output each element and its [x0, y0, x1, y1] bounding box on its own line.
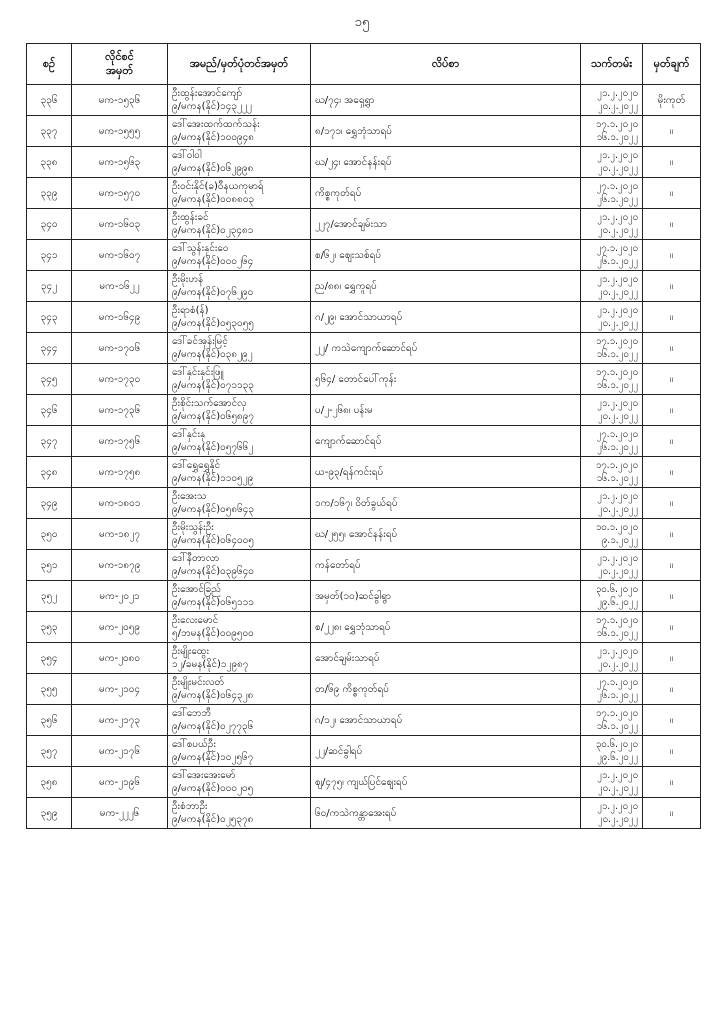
nrc-number: ၉/မကန(နိုင်)၀၅၈၆၄၃	[172, 504, 255, 515]
row-number-cell: ၃၄၂	[27, 271, 72, 302]
license-number-cell: မက-၂၁၇၃	[72, 705, 168, 736]
remark-cell: ။	[643, 581, 701, 612]
nrc-number: ၉/မကန(နိုင်)၀၇၁၁၃၃	[172, 380, 254, 391]
valid-from-date: ၁၇.၁.၂၀၂၀	[595, 119, 638, 130]
valid-to-date: ၁၆.၁.၂၀၂၂	[596, 380, 638, 391]
valid-from-date: ၁၇.၁.၂၀၂၀	[595, 708, 638, 719]
remark-cell: ။	[643, 333, 701, 364]
row-number-cell: ၃၅၇	[27, 736, 72, 767]
remark-cell: ။	[643, 550, 701, 581]
table-row	[27, 426, 701, 457]
valid-from-date: ၂၁.၂.၂၀၂၀	[597, 212, 638, 223]
row-number-cell: ၃၃၇	[27, 116, 72, 147]
address-cell: ၁က/၁၆၇၊ ဝိတ်ခွယ်ရပ်	[311, 488, 581, 519]
valid-to-date: ၂၉.၆.၂၀၂၂	[597, 597, 638, 608]
license-number-cell: မက-၁၈၇၉	[72, 550, 168, 581]
validity-cell	[581, 581, 643, 612]
row-number-cell: ၃၅၄	[27, 643, 72, 674]
address-cell: ကိစ္စကုတ်ရပ်	[311, 178, 581, 209]
remark-cell: ။	[643, 612, 701, 643]
valid-to-date: ၁၆.၁.၂၀၂၂	[596, 132, 638, 143]
header-remark: မှတ်ချက်	[643, 44, 701, 85]
person-name: ဦးလေးမောင်	[172, 615, 219, 626]
valid-from-date: ၂၁.၂.၂၀၂၀	[597, 770, 638, 781]
name-nrc-cell	[168, 674, 311, 705]
name-nrc-cell	[168, 147, 311, 178]
nrc-number: ၉/မကန(နိုင်)၀၀၀၂၆၄	[172, 256, 254, 267]
person-name: ဦးမိုးသွန်းဦး	[172, 522, 214, 533]
valid-to-date: ၂၀.၂.၂၀၂၂	[597, 101, 638, 112]
table-row	[27, 581, 701, 612]
row-number-cell: ၃၄၄	[27, 333, 72, 364]
valid-from-date: ၂၇.၁.၂၀၂၀	[596, 243, 638, 254]
row-number-cell: ၃၅၂	[27, 581, 72, 612]
address-cell: ည/၈၈၊ ရွှေကူရပ်	[311, 271, 581, 302]
table-row	[27, 705, 701, 736]
row-number-cell: ၃၅၁	[27, 550, 72, 581]
name-nrc-cell	[168, 395, 311, 426]
name-nrc-cell	[168, 178, 311, 209]
address-cell: ၂၂၇/အောင်ချမ်းသာ	[311, 209, 581, 240]
valid-to-date: ၂၀.၂.၂၀၂၂	[597, 287, 638, 298]
table-row	[27, 116, 701, 147]
valid-from-date: ၂၁.၂.၂၀၂၀	[597, 646, 638, 657]
row-number-cell: ၃၅၆	[27, 705, 72, 736]
valid-from-date: ၂၇.၁.၂၀၂၀	[596, 429, 638, 440]
license-number-cell: မက-၂၀၂၁	[72, 581, 168, 612]
name-nrc-cell	[168, 457, 311, 488]
license-number-cell: မက-၁၇၅၆	[72, 426, 168, 457]
name-nrc-cell	[168, 798, 311, 829]
valid-to-date: ၂၀.၂.၂၀၂၂	[597, 504, 638, 515]
valid-from-date: ၂၁.၂.၂၀၂၀	[597, 150, 638, 161]
row-number-cell: ၃၄၆	[27, 395, 72, 426]
row-number-cell: ၃၄၀	[27, 209, 72, 240]
valid-to-date: ၂၀.၂.၂၀၂၂	[597, 566, 638, 577]
license-number-cell: မက-၁၅၅၅	[72, 116, 168, 147]
address-cell: ၂၂/ဆင်ခွါရပ်	[311, 736, 581, 767]
remark-cell: ။	[643, 736, 701, 767]
nrc-number: ၉/မကန(နိုင်)၀၆၅၁၁၁	[172, 597, 254, 608]
valid-to-date: ၁၆.၁.၂၀၂၂	[596, 628, 638, 639]
valid-from-date: ၂၁.၂.၂၀၂၀	[597, 88, 638, 99]
valid-from-date: ၂၁.၂.၂၀၂၀	[597, 305, 638, 316]
table-row	[27, 488, 701, 519]
license-number-cell: မက-၁၆၀၃	[72, 209, 168, 240]
header-name-nrc: အမည်/မှတ်ပုံတင်အမှတ်	[168, 44, 311, 85]
license-number-cell: မက-၁၆၂၂	[72, 271, 168, 302]
license-number-cell: မက-၂၀၅၉	[72, 612, 168, 643]
table-row	[27, 767, 701, 798]
person-name: ဦးဝင်းနိုင်(ခ)ဝီနယကုမာရ်	[172, 181, 264, 192]
valid-from-date: ၂၇.၁.၂၀၂၀	[596, 677, 638, 688]
person-name: ဒေါ်ခင်အုန်းမြင့်	[172, 336, 228, 347]
valid-to-date: ၂၀.၂.၂၀၂၂	[597, 318, 638, 329]
address-cell: ကန်တော်ရပ်	[311, 550, 581, 581]
row-number-cell: ၃၅၃	[27, 612, 72, 643]
table-row	[27, 550, 701, 581]
validity-cell	[581, 767, 643, 798]
person-name: ဒေါ်နှင်းနှင်းဖြူ	[172, 367, 224, 378]
nrc-number: ၉/မကန(နိုင်)၀၀၀၂၀၅	[172, 783, 254, 794]
address-cell: ၈/၁၇၁၊ ရွှေဘုံသာရပ်	[311, 116, 581, 147]
nrc-number: ၉/မကန(နိုင်)၀၀၈၈၀၃	[172, 194, 255, 205]
license-number-cell: မက-၁၈၀၁	[72, 488, 168, 519]
name-nrc-cell	[168, 736, 311, 767]
nrc-number: ၉/မကန(နိုင်)၁၄၃၂၂၂	[172, 101, 252, 112]
name-nrc-cell	[168, 271, 311, 302]
validity-cell	[581, 643, 643, 674]
license-number-cell: မက-၁၇၃၆	[72, 395, 168, 426]
license-number-cell: မက-၂၁၇၆	[72, 736, 168, 767]
remark-cell: ။	[643, 457, 701, 488]
person-name: ဒေါ်နှင်းနု	[172, 429, 206, 440]
valid-to-date: ၂၀.၂.၂၀၂၂	[597, 163, 638, 174]
validity-cell	[581, 271, 643, 302]
remark-cell: ။	[643, 178, 701, 209]
table-row	[27, 302, 701, 333]
valid-to-date: ၂၆.၁.၂၀၂၂	[597, 256, 638, 267]
remark-cell: ။	[643, 271, 701, 302]
nrc-number: ၉/မကန(နိုင်)၀၃၈၂၉၂	[172, 349, 253, 360]
name-nrc-cell	[168, 705, 311, 736]
person-name: ဒေါ်သွန်းနှင်းဝေ	[172, 243, 229, 254]
name-nrc-cell	[168, 550, 311, 581]
remark-cell: ။	[643, 147, 701, 178]
name-nrc-cell	[168, 209, 311, 240]
page-number: ၁၅	[354, 15, 370, 30]
row-number-cell: ၃၃၈	[27, 147, 72, 178]
row-number-cell: ၃၅၉	[27, 798, 72, 829]
person-name: ဒေါ်အေးထက်ထက်သန်း	[172, 119, 260, 130]
header-license	[72, 44, 168, 85]
validity-cell	[581, 147, 643, 178]
valid-to-date: ၂၆.၁.၂၀၂၂	[597, 690, 638, 701]
validity-cell	[581, 705, 643, 736]
table-row	[27, 85, 701, 116]
row-number-cell: ၃၄၁	[27, 240, 72, 271]
valid-to-date: ၁၆.၁.၂၀၂၂	[596, 721, 638, 732]
license-register-table	[26, 43, 701, 829]
name-nrc-cell	[168, 426, 311, 457]
validity-cell	[581, 178, 643, 209]
license-number-cell: မက-၁၇၃၀	[72, 364, 168, 395]
address-cell: ဃ/၂၅၅၊ အောင်နန်းရပ်	[311, 519, 581, 550]
remark-cell: ။	[643, 767, 701, 798]
table-row	[27, 457, 701, 488]
table-row	[27, 178, 701, 209]
nrc-number: ၉/မကန(နိုင်)၀၂၇၇၃၆	[172, 721, 254, 732]
license-number-cell: မက-၁၅၆၃	[72, 147, 168, 178]
nrc-number: ၉/မကန(နိုင်)၀၆၄၃၂၈	[172, 690, 254, 701]
validity-cell	[581, 612, 643, 643]
address-cell: ကျောက်ဆောင်ရပ်	[311, 426, 581, 457]
validity-cell	[581, 85, 643, 116]
license-number-cell: မက-၁၆၄၉	[72, 302, 168, 333]
valid-to-date: ၂၆.၁.၂၀၂၂	[597, 194, 638, 205]
address-cell: တ/၆၉ ကိစ္စကုတ်ရပ်	[311, 674, 581, 705]
row-number-cell: ၃၄၇	[27, 426, 72, 457]
validity-cell	[581, 395, 643, 426]
remark-cell: ။	[643, 209, 701, 240]
header-no: စဉ်	[27, 44, 72, 85]
validity-cell	[581, 488, 643, 519]
remark-cell: ။	[643, 798, 701, 829]
header-validity: သက်တမ်း	[581, 44, 643, 85]
table-row	[27, 612, 701, 643]
header-row	[27, 44, 701, 85]
person-name: ဦးစိုင်းသက်အောင်လှ	[172, 398, 247, 409]
valid-to-date: ၂၆.၁.၂၀၂၂	[597, 442, 638, 453]
table-body	[27, 85, 701, 829]
table-row	[27, 395, 701, 426]
row-number-cell: ၃၄၃	[27, 302, 72, 333]
table-row	[27, 209, 701, 240]
license-number-cell: မက-၂၁၉၆	[72, 767, 168, 798]
table-row	[27, 674, 701, 705]
remark-cell: ။	[643, 674, 701, 705]
person-name: ဦးရာစံ(န်)	[172, 305, 209, 316]
valid-from-date: ၁၇.၁.၂၀၂၀	[595, 460, 638, 471]
validity-cell	[581, 116, 643, 147]
table-row	[27, 147, 701, 178]
address-cell: အောင်ချမ်းသာရပ်	[311, 643, 581, 674]
person-name: ဦးမျိုးထွေး	[172, 646, 209, 657]
license-number-cell: မက-၂၂၂၆	[72, 798, 168, 829]
nrc-number: ၉/မကန(နိုင်)၀၃၉၆၄၀	[172, 566, 254, 577]
table-row	[27, 736, 701, 767]
nrc-number: ၉/မကန(နိုင်)၀၇၆၂၉၀	[172, 287, 254, 298]
license-number-cell: မက-၁၇၀၆	[72, 333, 168, 364]
header-license-line2: အမှတ်	[105, 64, 134, 77]
valid-from-date: ၂၁.၂.၂၀၂၀	[597, 274, 638, 285]
license-number-cell: မက-၂၁၀၄	[72, 674, 168, 705]
name-nrc-cell	[168, 302, 311, 333]
name-nrc-cell	[168, 333, 311, 364]
person-name: ဦးအေးသ	[172, 491, 207, 502]
table-row	[27, 798, 701, 829]
person-name: ဒေါ်ဘေဘီ	[172, 708, 212, 719]
license-number-cell: မက-၁၅၇၀	[72, 178, 168, 209]
remark-cell: ။	[643, 643, 701, 674]
header-license-line1: လိုင်စင်	[105, 50, 134, 63]
nrc-number: ၅/ဘမန(နိုင်)၀၀၉၅၀၀	[172, 628, 254, 639]
valid-to-date: ၁၆.၁.၂၀၂၂	[596, 349, 638, 360]
row-number-cell: ၃၄၉	[27, 488, 72, 519]
address-cell: ၆၀/ကသဲကန္တာအေးရပ်	[311, 798, 581, 829]
person-name: ဦးထွန်းအောင်ကျော်	[172, 88, 243, 99]
person-name: ဒေါ်စပယ်ဦး	[172, 739, 216, 750]
header-address: လိပ်စာ	[311, 44, 581, 85]
remark-cell: ။	[643, 488, 701, 519]
row-number-cell: ၃၄၈	[27, 457, 72, 488]
nrc-number: ၁၂/ခမန(နိုင်)၁၂၉၈၇	[172, 659, 249, 670]
nrc-number: ၉/မကန(နိုင်)၀၅၇၆၆၂	[172, 442, 254, 453]
remark-cell: ။	[643, 302, 701, 333]
row-number-cell: ၃၅၈	[27, 767, 72, 798]
name-nrc-cell	[168, 643, 311, 674]
name-nrc-cell	[168, 612, 311, 643]
remark-cell: ။	[643, 519, 701, 550]
row-number-cell: ၃၅၀	[27, 519, 72, 550]
row-number-cell: ၃၄၅	[27, 364, 72, 395]
nrc-number: ၉/မကန(နိုင်)၀၅၃၀၅၅	[172, 318, 254, 329]
person-name: ဦးစံဘာဦး	[172, 801, 208, 812]
validity-cell	[581, 240, 643, 271]
valid-from-date: ၁၇.၁.၂၀၂၀	[595, 615, 638, 626]
valid-from-date: ၂၁.၂.၂၀၂၀	[597, 398, 638, 409]
name-nrc-cell	[168, 519, 311, 550]
table-row	[27, 240, 701, 271]
person-name: ဦးမျိုးမင်းလတ်	[172, 677, 225, 688]
name-nrc-cell	[168, 364, 311, 395]
row-number-cell: ၃၅၅	[27, 674, 72, 705]
name-nrc-cell	[168, 488, 311, 519]
license-number-cell: မက-၁၈၂၇	[72, 519, 168, 550]
validity-cell	[581, 736, 643, 767]
nrc-number: ၉/မကန(နိုင်)၁၀၀၉၄၈	[172, 132, 255, 143]
valid-from-date: ၁၀.၁.၂၀၂၀	[595, 522, 638, 533]
remark-cell: ။	[643, 364, 701, 395]
validity-cell	[581, 457, 643, 488]
validity-cell	[581, 364, 643, 395]
address-cell: စ/၂၂၈၊ ရွှေဘုံသာရပ်	[311, 612, 581, 643]
nrc-number: ၉/မကန(နိုင်)၀၂၅၃၇၈	[172, 814, 254, 825]
address-cell: ယ-၉၃/ရန်ကင်းရပ်	[311, 457, 581, 488]
nrc-number: ၉/မကန(နိုင်)၀၆၅၈၉၇	[172, 411, 255, 422]
remark-cell: ။	[643, 240, 701, 271]
valid-to-date: ၂၀.၂.၂၀၂၂	[597, 659, 638, 670]
validity-cell	[581, 519, 643, 550]
nrc-number: ၉/မကန(နိုင်)၀၂၃၄၈၁	[172, 225, 254, 236]
person-name: ဦးအောင်ခြည်	[172, 584, 221, 595]
person-name: ဒေါ်ဝါဝါ	[172, 150, 202, 161]
address-cell: အမှတ်(၁၀)ဆင်ခွါရွာ	[311, 581, 581, 612]
license-number-cell: မက-၁၅၃၆	[72, 85, 168, 116]
valid-to-date: ၂၀.၂.၂၀၂၂	[597, 411, 638, 422]
validity-cell	[581, 674, 643, 705]
remark-cell: ။	[643, 705, 701, 736]
person-name: ဒေါ်နီတာလာ	[172, 553, 220, 564]
validity-cell	[581, 426, 643, 457]
validity-cell	[581, 333, 643, 364]
name-nrc-cell	[168, 116, 311, 147]
table-row	[27, 364, 701, 395]
valid-from-date: ၃၀.၆.၂၀၂၀	[595, 739, 638, 750]
remark-cell: ။	[643, 116, 701, 147]
valid-from-date: ၂၁.၂.၂၀၂၀	[597, 553, 638, 564]
name-nrc-cell	[168, 767, 311, 798]
table-row	[27, 333, 701, 364]
remark-cell: မိုးကုတ်	[643, 85, 701, 116]
valid-from-date: ၁၇.၁.၂၀၂၀	[595, 367, 638, 378]
address-cell: ပ/၂-၂၆၈၊ ပန်းမ	[311, 395, 581, 426]
address-cell: ဈ/၄၇၅၊ ကျယ်ပြင်ဈေးရပ်	[311, 767, 581, 798]
person-name: ဒေါ်အေးအေးမော်	[172, 770, 236, 781]
nrc-number: ၉/မကန(နိုင်)၀၆၂၉၉၈	[172, 163, 254, 174]
address-cell: ၅၆၄/ တောင်ပေါ်ကုန်း	[311, 364, 581, 395]
address-cell: ဂ/၂၉၊ အောင်သာယာရပ်	[311, 302, 581, 333]
name-nrc-cell	[168, 240, 311, 271]
validity-cell	[581, 209, 643, 240]
license-number-cell: မက-၂၀၈၀	[72, 643, 168, 674]
validity-cell	[581, 550, 643, 581]
valid-to-date: ၂၉.၆.၂၀၂၂	[597, 752, 638, 763]
row-number-cell: ၃၃၉	[27, 178, 72, 209]
valid-to-date: ၁၆.၁.၂၀၂၂	[596, 473, 638, 484]
valid-from-date: ၂၇.၁.၂၀၂၀	[596, 181, 638, 192]
valid-to-date: ၂၀.၂.၂၀၂၂	[597, 225, 638, 236]
address-cell: ဃ/၂၄၊ အောင်နန်းရပ်	[311, 147, 581, 178]
remark-cell: ။	[643, 395, 701, 426]
nrc-number: ၉/မကန(နိုင်)၁၀၂၅၆၇	[172, 752, 254, 763]
name-nrc-cell	[168, 85, 311, 116]
nrc-number: ၉/မကန(နိုင်)၁၁၀၅၂၉	[172, 473, 254, 484]
valid-to-date: ၂၀.၂.၂၀၂၂	[597, 783, 638, 794]
valid-from-date: ၃၀.၆.၂၀၂၀	[595, 584, 638, 595]
table-row	[27, 643, 701, 674]
license-number-cell: မက-၁၇၅၈	[72, 457, 168, 488]
validity-cell	[581, 798, 643, 829]
license-number-cell: မက-၁၆၀၇	[72, 240, 168, 271]
nrc-number: ၉/မကန(နိုင်)၀၆၄၀၀၅	[172, 535, 254, 546]
row-number-cell: ၃၃၆	[27, 85, 72, 116]
remark-cell: ။	[643, 426, 701, 457]
valid-to-date: ၉.၁.၂၀၂၂	[601, 535, 638, 546]
address-cell: စ/၆၂၊ ဈေးသစ်ရပ်	[311, 240, 581, 271]
valid-from-date: ၂၁.၂.၂၀၂၀	[597, 801, 638, 812]
address-cell: ဂ/၁၂၊ အောင်သာယာရပ်	[311, 705, 581, 736]
valid-from-date: ၂၁.၂.၂၀၂၀	[597, 491, 638, 502]
address-cell: ၂၂/ ကသဲကျောက်ဆောင်ရပ်	[311, 333, 581, 364]
person-name: ဦးထွန်းခင်	[172, 212, 209, 223]
table-row	[27, 271, 701, 302]
valid-from-date: ၁၇.၁.၂၀၂၀	[595, 336, 638, 347]
person-name: ဒေါ်ရွှေရွှေနိုင်	[172, 460, 221, 471]
table-row	[27, 519, 701, 550]
address-cell: ဃ/၇၄၊ အရှေ့ရွာ	[311, 85, 581, 116]
name-nrc-cell	[168, 581, 311, 612]
valid-to-date: ၂၀.၂.၂၀၂၂	[597, 814, 638, 825]
person-name: ဦးမိုးဟန်	[172, 274, 204, 285]
validity-cell	[581, 302, 643, 333]
